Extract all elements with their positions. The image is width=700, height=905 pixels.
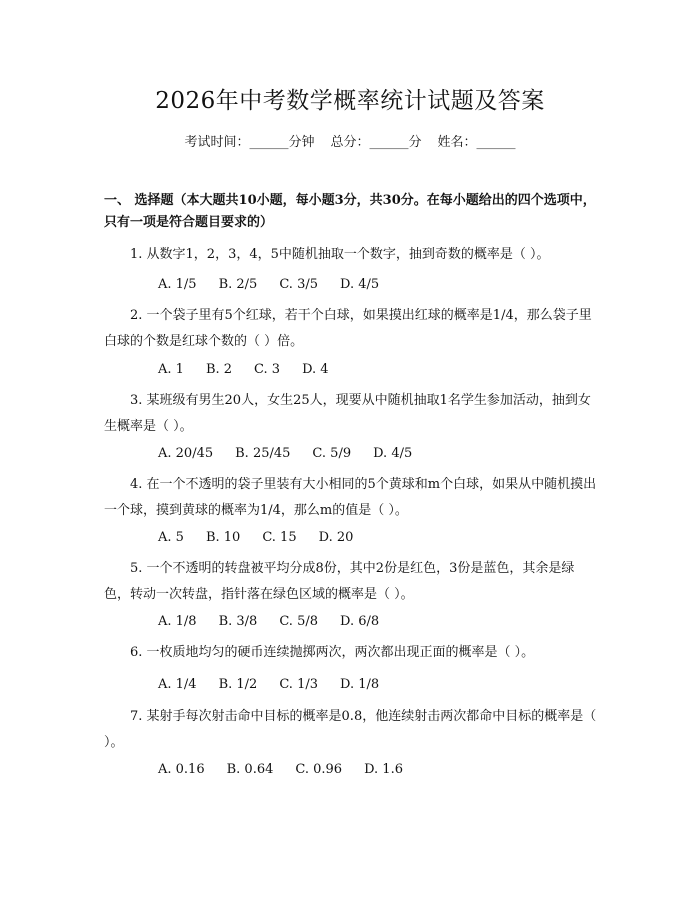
question-3: [104, 388, 600, 440]
option-b: B. 25/45: [235, 446, 291, 461]
option-a: A. 1/5: [158, 277, 197, 292]
question-3-options: [158, 446, 434, 461]
option-c: C. 5/9: [312, 446, 352, 461]
question-4-options: [158, 530, 375, 545]
option-b: B. 0.64: [226, 762, 274, 777]
question-1-options: [158, 277, 401, 292]
option-b: B. 2/5: [218, 277, 258, 292]
question-stem: 1. 从数字1，2，3，4，5中随机抽取一个数字，抽到奇数的概率是（ ）。: [130, 247, 550, 262]
option-c: C. 1/3: [279, 677, 318, 692]
question-6-options: [158, 677, 401, 692]
option-d: D. 1/8: [340, 677, 380, 692]
student-name-field: 姓名：______: [437, 135, 516, 150]
question-2-options: [158, 362, 351, 377]
question-7: [104, 704, 600, 756]
option-d: D. 4/5: [340, 277, 380, 292]
option-d: D. 4/5: [373, 446, 413, 461]
exam-title: 2026年中考数学概率统计试题及答案: [155, 88, 545, 114]
option-a: A. 1/8: [158, 614, 197, 629]
option-a: A. 20/45: [158, 446, 214, 461]
question-stem: 7. 某射手每次射击命中目标的概率是0.8，他连续射击两次都命中目标的概率是（ ）。: [104, 709, 597, 750]
option-c: C. 0.96: [295, 762, 343, 777]
option-c: C. 3/5: [279, 277, 318, 292]
option-a: A. 1: [158, 362, 184, 377]
question-1: [104, 242, 600, 268]
question-stem: 5. 一个不透明的转盘被平均分成8份，其中2份是红色，3份是蓝色，其余是绿色，转动一次转盘，指针落在绿色区域的概率是（ ）。: [104, 561, 575, 602]
option-d: D. 4: [302, 362, 329, 377]
option-b: B. 3/8: [218, 614, 258, 629]
option-b: B. 10: [205, 530, 241, 545]
option-d: D. 20: [318, 530, 354, 545]
section-heading: 一、 选择题（本大题共10小题，每小题3分，共30分。在每小题给出的四个选项中，只有一项是符合题目要求的）: [104, 193, 596, 230]
question-6: [104, 640, 600, 666]
option-c: C. 5/8: [279, 614, 318, 629]
question-2: [104, 303, 600, 355]
option-c: C. 15: [262, 530, 297, 545]
option-a: A. 0.16: [158, 762, 205, 777]
exam-meta: [0, 131, 700, 150]
option-b: B. 1/2: [218, 677, 258, 692]
question-stem: 3. 某班级有男生20人，女生25人，现要从中随机抽取1名学生参加活动，抽到女生概率是（ ）。: [104, 393, 591, 434]
question-4: [104, 472, 600, 524]
question-7-options: [158, 762, 425, 777]
question-stem: 6. 一枚质地均匀的硬币连续抛掷两次，两次都出现正面的概率是（ ）。: [130, 645, 535, 660]
question-5: [104, 556, 600, 608]
question-5-options: [158, 614, 401, 629]
option-a: A. 5: [158, 530, 184, 545]
option-d: D. 1.6: [364, 762, 403, 777]
option-a: A. 1/4: [158, 677, 197, 692]
question-stem: 2. 一个袋子里有5个红球，若干个白球，如果摸出红球的概率是1/4，那么袋子里白球的个数是红球个数的（ ）倍。: [104, 308, 592, 349]
question-stem: 4. 在一个不透明的袋子里装有大小相同的5个黄球和m个白球，如果从中随机摸出一个球，摸到黄球的概率为1/4，那么m的值是（ ）。: [104, 477, 597, 518]
option-d: D. 6/8: [340, 614, 380, 629]
exam-time-field: 考试时间：______分钟: [184, 135, 315, 150]
option-c: C. 3: [254, 362, 281, 377]
total-score-field: 总分：______分: [330, 135, 422, 150]
option-b: B. 2: [205, 362, 233, 377]
